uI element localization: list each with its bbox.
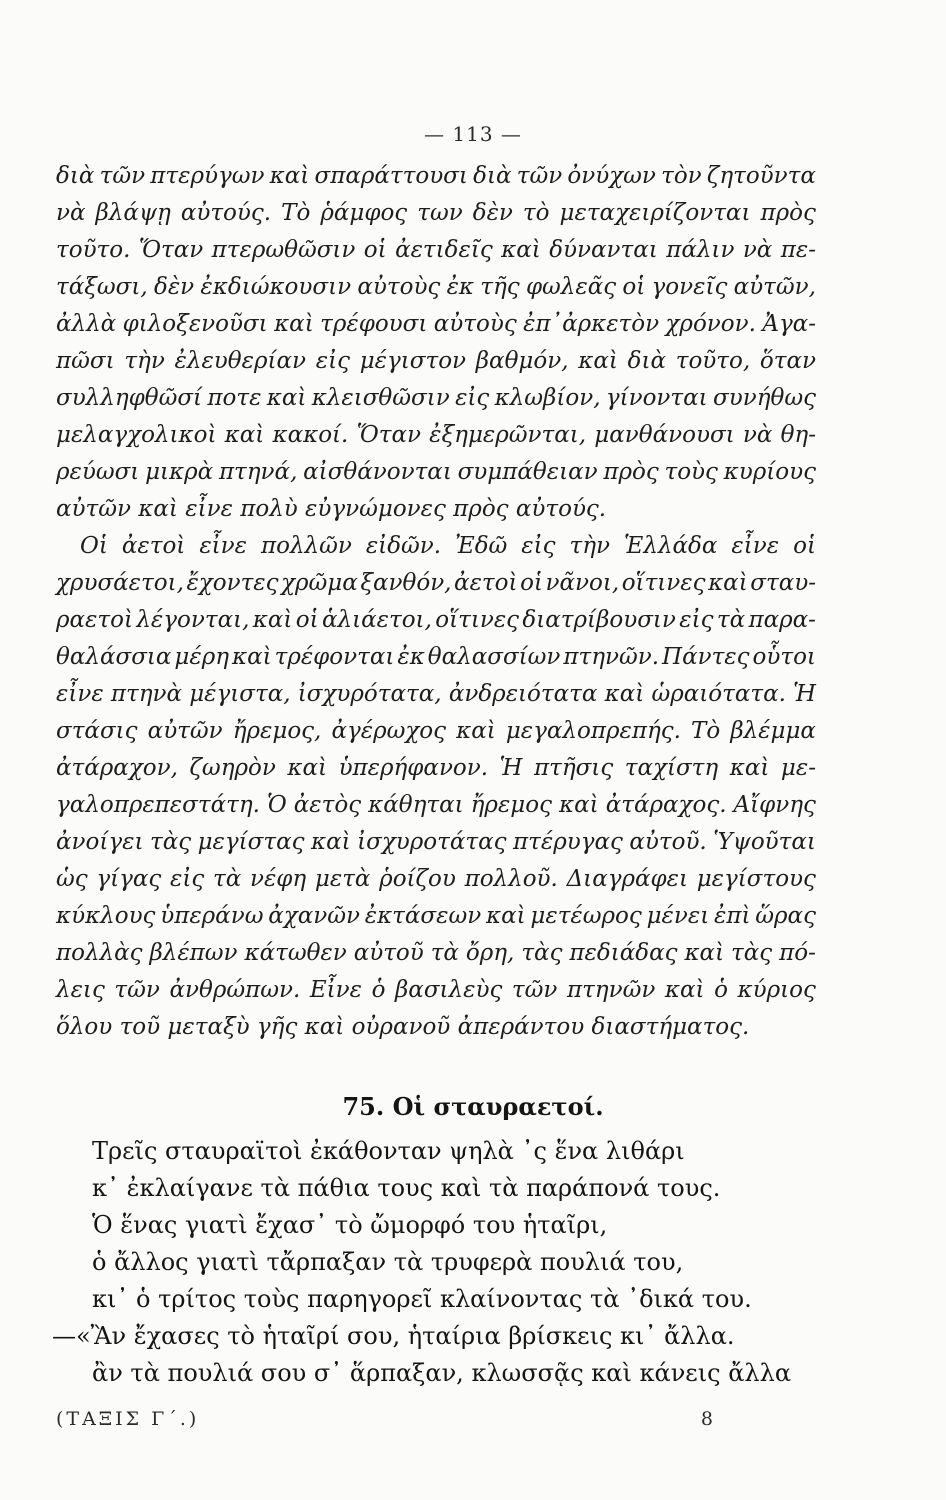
prose-line: ραετοὶ λέγονται, καὶ οἱ ἁλιάετοι, οἵτινες διατρίβουσιν εἰς τὰ παρα- (56, 607, 816, 633)
prose-line: ὡς γίγας εἰς τὰ νέφη μετὰ ῥοίζου πολλοῦ. Διαγράφει μεγίστους (56, 866, 816, 892)
poem-line: κι᾽ ὁ τρίτος τοὺς παρηγορεῖ κλαίνοντας τὰ ᾽δικά του. (92, 1285, 752, 1313)
prose-line: τάξωσι, δὲν ἐκδιώκουσιν αὐτοὺς ἐκ τῆς φωλεᾶς οἱ γονεῖς αὐτῶν, (56, 274, 816, 300)
prose-line: εἶνε πτηνὰ μέγιστα, ἰσχυρότατα, ἀνδρειότατα καὶ ὡραιότατα. Ἡ (56, 681, 816, 707)
section-title: 75. Οἱ σταυραετοί. (342, 1092, 604, 1121)
prose-line: μελαγχολικοὶ καὶ κακοί. Ὅταν ἐξημερῶνται, μανθάνουσι νὰ θη- (56, 422, 816, 448)
prose-line: Οἱ ἀετοὶ εἶνε πολλῶν εἰδῶν. Ἐδῶ εἰς τὴν Ἑλλάδα εἶνε οἱ (80, 533, 816, 559)
prose-line: ἀνοίγει τὰς μεγίστας καὶ ἰσχυροτάτας πτέρυγας αὐτοῦ. Ὑψοῦται (56, 829, 816, 855)
prose-line: πολλὰς βλέπων κάτωθεν αὐτοῦ τὰ ὄρη, τὰς πεδιάδας καὶ τὰς πό- (56, 940, 816, 966)
prose-line: γαλοπρεπεστάτη. Ὁ ἀετὸς κάθηται ἤρεμος καὶ ἀτάραχος. Αἴφνης (56, 792, 816, 818)
footer-signature-number: 8 (700, 1408, 716, 1430)
poem-line: ἂν τὰ πουλιά σου σ᾽ ἅρπαξαν, κλωσσᾷς καὶ κάνεις ἄλλα (92, 1359, 792, 1387)
prose-line: τοῦτο. Ὅταν πτερωθῶσιν οἱ ἀετιδεῖς καὶ δύνανται πάλιν νὰ πε- (56, 237, 816, 263)
poem-line: κ᾽ ἐκλαίγανε τὰ πάθια τους καὶ τὰ παράπονά τους. (92, 1174, 721, 1202)
prose-line: χρυσάετοι, ἔχοντες χρῶμα ξανθόν, ἀετοὶ οἱ νᾶνοι, οἵτινες καὶ σταυ- (56, 570, 816, 596)
prose-line: κύκλους ὑπεράνω ἀχανῶν ἐκτάσεων καὶ μετέωρος μένει ἐπὶ ὥρας (56, 903, 816, 929)
prose-line: ρεύωσι μικρὰ πτηνά, αἰσθάνονται συμπάθειαν πρὸς τοὺς κυρίους (56, 459, 816, 485)
poem-line: —«Ἂν ἔχασες τὸ ἡταῖρί σου, ἡταίρια βρίσκεις κι᾽ ἄλλα. (52, 1322, 735, 1350)
page-footer (56, 1408, 716, 1430)
page-number-header: — 113 — (424, 122, 522, 146)
prose-line: διὰ τῶν πτερύγων καὶ σπαράττουσι διὰ τῶν ὀνύχων τὸν ζητοῦντα (56, 163, 816, 189)
prose-line: στάσις αὐτῶν ἤρεμος, ἀγέρωχος καὶ μεγαλοπρεπής. Τὸ βλέμμα (56, 718, 816, 744)
poem-line: Ὁ ἕνας γιατὶ ἔχασ᾽ τὸ ὤμορφό του ἡταῖρι, (92, 1211, 608, 1239)
poem-line: Τρεῖς σταυραϊτοὶ ἐκάθονταν ψηλὰ ᾽ς ἕνα λιθάρι (92, 1137, 685, 1165)
prose-line: νὰ βλάψῃ αὐτούς. Τὸ ῥάμφος των δὲν τὸ μεταχειρίζονται πρὸς (56, 200, 816, 226)
prose-line: θαλάσσια μέρη καὶ τρέφονται ἐκ θαλασσίων πτηνῶν. Πάντες οὗτοι (56, 644, 816, 670)
prose-line: ἀτάραχον, ζωηρὸν καὶ ὑπερήφανον. Ἡ πτῆσις ταχίστη καὶ με- (56, 755, 816, 781)
prose-line: ἀλλὰ φιλοξενοῦσι καὶ τρέφουσι αὐτοὺς ἐπ᾽ἀρκετὸν χρόνον. Ἀγα- (56, 311, 816, 337)
prose-line: πῶσι τὴν ἐλευθερίαν εἰς μέγιστον βαθμόν, καὶ διὰ τοῦτο, ὅταν (56, 348, 816, 374)
prose-line: ὅλου τοῦ μεταξὺ γῆς καὶ οὐρανοῦ ἀπεράντου διαστήματος. (56, 1014, 750, 1040)
footer-class-label: (ΤΑΞΙΣ Γ΄.) (56, 1408, 200, 1430)
poem-line: ὁ ἄλλος γιατὶ τἄρπαξαν τὰ τρυφερὰ πουλιά του, (92, 1248, 684, 1276)
prose-line: συλληφθῶσί ποτε καὶ κλεισθῶσιν εἰς κλωβίον, γίνονται συνήθως (56, 385, 816, 411)
prose-line: αὐτῶν καὶ εἶνε πολὺ εὐγνώμονες πρὸς αὐτούς. (56, 496, 607, 522)
prose-body (56, 158, 816, 1046)
poem-body (52, 1133, 812, 1392)
prose-line: λεις τῶν ἀνθρώπων. Εἶνε ὁ βασιλεὺς τῶν πτηνῶν καὶ ὁ κύριος (56, 977, 816, 1003)
